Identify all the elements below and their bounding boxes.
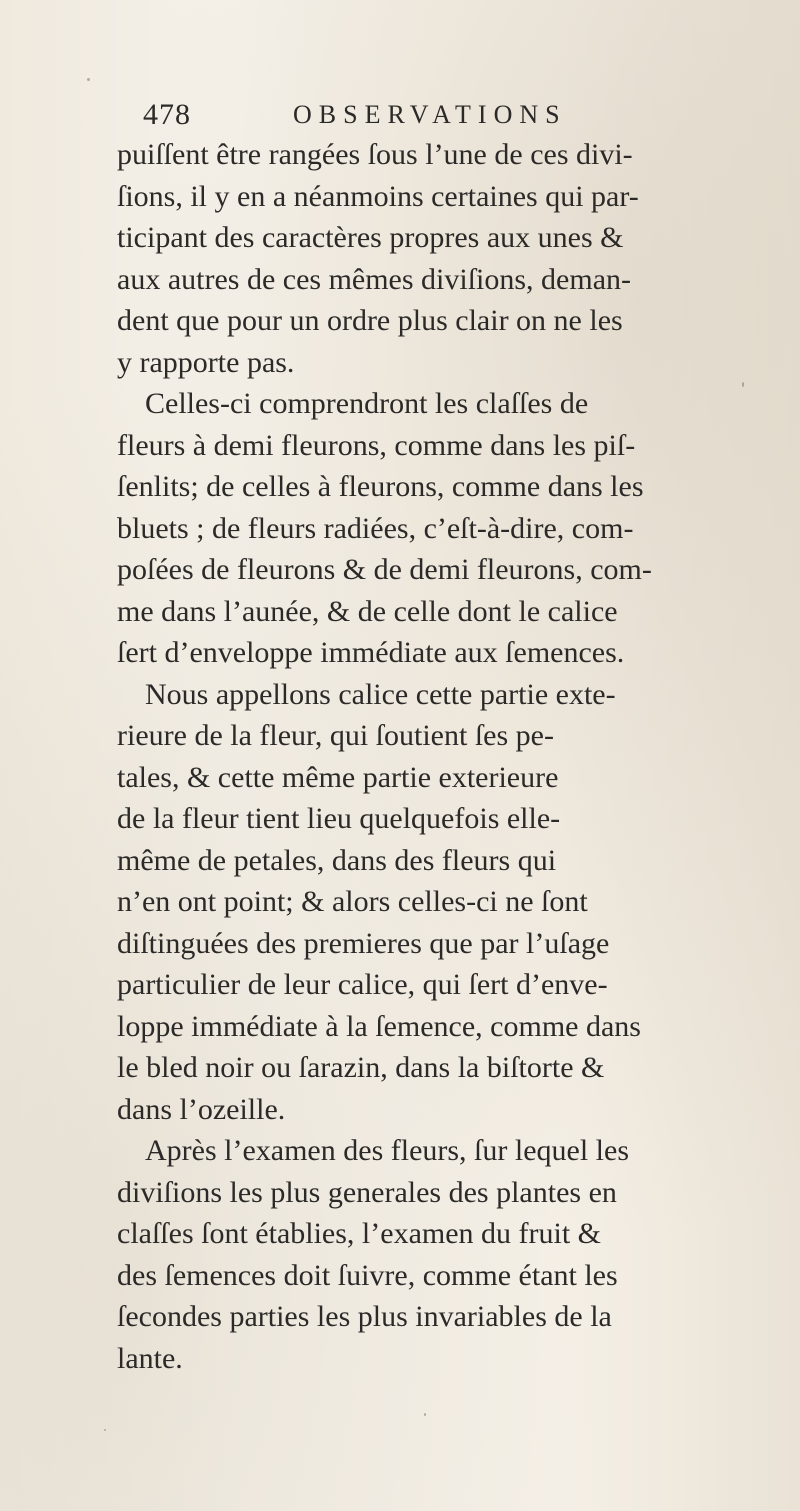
text-line: ſenlits; de celles à fleurons, comme dans les xyxy=(117,470,644,503)
text-line: tales, & cette même partie exterieure xyxy=(117,760,559,794)
paragraph xyxy=(117,134,777,383)
text-line: loppe immédiate à la ſemence, comme dans xyxy=(117,1009,641,1043)
text-line: claſſes ſont établies, l’examen du fruit & xyxy=(117,1217,602,1250)
text-line: poſées de fleurons & de demi fleurons, com- xyxy=(117,553,652,586)
text-line: Celles-ci comprendront les claſſes de xyxy=(145,387,589,420)
text-line: y rapporte pas. xyxy=(117,345,295,379)
body-text xyxy=(117,134,777,1379)
text-line: diviſions les plus generales des plantes en xyxy=(117,1175,617,1209)
paragraph xyxy=(117,1130,777,1379)
text-line: lante. xyxy=(117,1341,183,1375)
text-line: Après l’examen des fleurs, ſur lequel les xyxy=(145,1134,629,1167)
text-line: n’en ont point; & alors celles-ci ne ſont xyxy=(117,885,588,918)
paragraph xyxy=(117,383,777,674)
text-line: même de petales, dans des fleurs qui xyxy=(117,843,557,877)
text-line: ſert d’enveloppe immédiate aux ſemences. xyxy=(117,636,625,669)
text-line: ſions, il y en a néanmoins certaines qui par- xyxy=(117,179,639,213)
text-line: puiſſent être rangées ſous l’une de ces divi- xyxy=(117,138,633,171)
text-line: bluets ; de fleurs radiées, c’eſt-à-dire, com- xyxy=(117,511,634,545)
text-line: des ſemences doit ſuivre, comme étant les xyxy=(117,1258,618,1292)
page-number: 478 xyxy=(143,98,191,131)
text-line: Nous appellons calice cette partie exte- xyxy=(145,677,616,711)
page-header xyxy=(143,98,663,134)
text-line: particulier de leur calice, qui ſert d’enve- xyxy=(117,968,608,1001)
paper-speck xyxy=(742,382,744,387)
text-line: ticipant des caractères propres aux unes & xyxy=(117,221,624,254)
running-head: OBSERVATIONS xyxy=(293,100,567,129)
text-line: rieure de la fleur, qui ſoutient ſes pe- xyxy=(117,719,554,752)
text-line: diſtinguées des premieres que par l’uſage xyxy=(117,926,610,960)
text-line: ſecondes parties les plus invariables de la xyxy=(117,1300,612,1333)
text-line: dent que pour un ordre plus clair on ne les xyxy=(117,304,623,337)
paragraph xyxy=(117,674,777,1131)
text-line: fleurs à demi fleurons, comme dans les piſ- xyxy=(117,428,636,462)
paper-speck xyxy=(424,1413,426,1416)
paper-speck xyxy=(104,1429,106,1431)
text-line: me dans l’aunée, & de celle dont le calice xyxy=(117,594,618,628)
text-line: le bled noir ou ſarazin, dans la biſtorte & xyxy=(117,1051,605,1084)
text-line: dans l’ozeille. xyxy=(117,1092,286,1126)
text-line: aux autres de ces mêmes diviſions, deman- xyxy=(117,262,632,296)
paper-speck xyxy=(87,78,90,81)
text-line: de la fleur tient lieu quelquefois elle- xyxy=(117,802,561,835)
